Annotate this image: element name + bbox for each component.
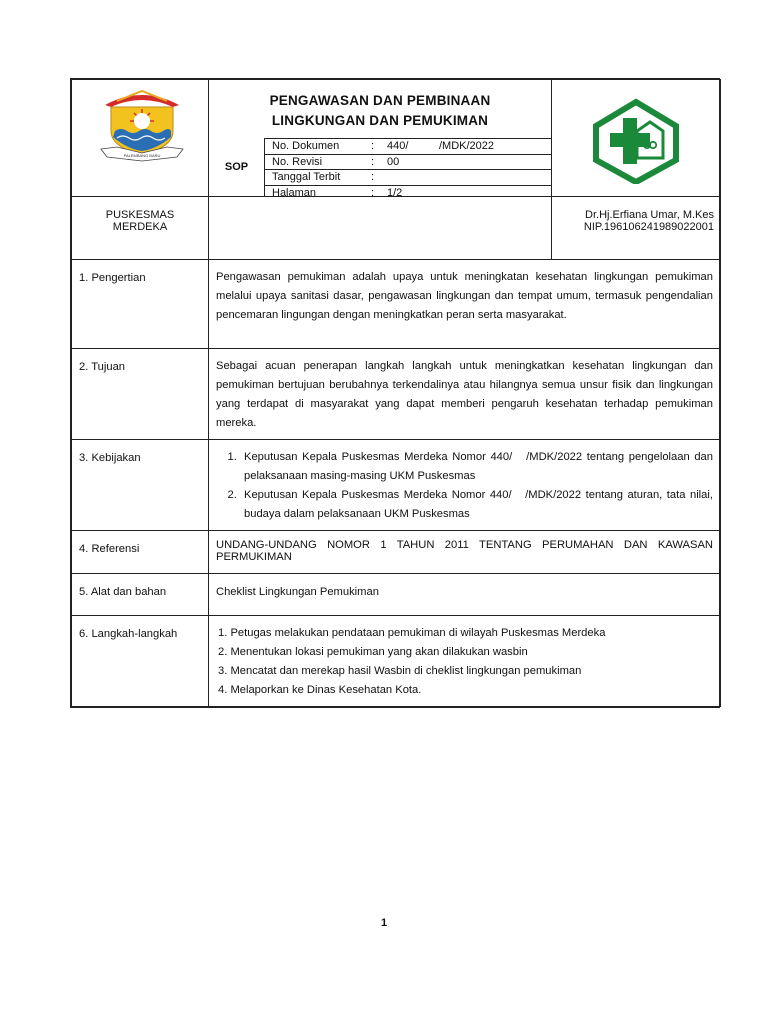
section-label-pengertian: 1. Pengertian — [72, 260, 209, 349]
meta-row-halaman — [264, 185, 551, 201]
section-label-tujuan: 2. Tujuan — [72, 349, 209, 440]
meta-row-no-revisi — [264, 154, 551, 170]
sop-label: SOP — [209, 138, 265, 196]
meta-label: No. Revisi — [272, 155, 323, 168]
signer-nip: NIP.196106241989022001 — [583, 221, 714, 233]
langkah-item-3: 3. Mencatat dan merekap hasil Wasbin di cheklist lingkungan pemukiman — [218, 665, 582, 677]
city-logo-cell — [72, 80, 209, 197]
page-number: 1 — [380, 917, 388, 929]
meta-value: 00 — [387, 155, 400, 168]
kebijakan-item-text: Keputusan Kepala Puskesmas Merdeka Nomor 440/ /MDK/2022 tentang aturan, tata nilai, budaya dalam pelaksanaan UKM Puskesmas — [244, 489, 717, 520]
meta-value: 440/ /MDK/2022 — [387, 140, 494, 152]
blank-cell — [209, 197, 552, 260]
puskesmas-line-1: PUSKESMAS — [105, 209, 175, 221]
meta-rows — [264, 138, 551, 200]
puskesmas-name-cell — [72, 197, 209, 260]
section-langkah-list — [209, 616, 721, 707]
langkah-item-1: 1. Petugas melakukan pendataan pemukiman di wilayah Puskesmas Merdeka — [218, 627, 606, 639]
section-label-alat: 5. Alat dan bahan — [72, 574, 209, 616]
meta-row-no-dokumen — [264, 138, 551, 154]
kebijakan-item-2 — [240, 486, 717, 524]
meta-colon: : — [371, 155, 375, 168]
section-text-tujuan: Sebagai acuan penerapan langkah langkah untuk meningkatkan kesehatan lingkungan dan pemukiman bertujuan berubahnya terkendalinya atau hilangnya semua unsur fisik dan lingkungan yang terdapat di masyarakat yang dapat memberi pengaruh kesehatan terhadap pemukiman mereka. — [209, 349, 721, 440]
document-title — [209, 80, 551, 131]
meta-label: Halaman — [272, 186, 317, 199]
city-emblem-icon — [97, 83, 187, 163]
puskesmas-logo-icon — [586, 98, 686, 184]
signer-cell — [552, 197, 721, 260]
kebijakan-item-text: Keputusan Kepala Puskesmas Merdeka Nomor 440/ /MDK/2022 tentang pengelolaan dan pelaksanaan masing-masing UKM Puskesmas — [244, 451, 717, 482]
logo-ribbon-text: PALEMBANG BARU — [123, 153, 161, 158]
meta-value: 1/2 — [387, 186, 403, 199]
title-line-2: LINGKUNGAN DAN PEMUKIMAN — [271, 113, 489, 128]
title-cell — [209, 80, 552, 197]
meta-label: No. Dokumen — [272, 140, 340, 152]
document-meta — [209, 138, 551, 199]
meta-colon: : — [371, 171, 375, 183]
meta-value — [387, 170, 551, 185]
puskesmas-line-2: MERDEKA — [112, 221, 168, 233]
meta-row-tanggal-terbit — [264, 169, 551, 185]
puskesmas-logo-cell — [552, 80, 721, 197]
sop-document — [70, 78, 720, 708]
section-kebijakan-list — [209, 440, 721, 531]
meta-colon: : — [371, 140, 375, 152]
section-text-pengertian: Pengawasan pemukiman adalah upaya untuk meningkatan kesehatan lingkungan pemukiman melalui upaya sanitasi dasar, pengawasan lingkungan dan tempat umum, termasuk pengendalian pencemaran lingungan dengan meningkatkan peran serta masyarakat. — [209, 260, 721, 349]
sop-table — [71, 79, 721, 707]
section-text-alat: Cheklist Lingkungan Pemukiman — [209, 574, 721, 616]
langkah-item-4: 4. Melaporkan ke Dinas Kesehatan Kota. — [218, 684, 422, 696]
section-label-referensi: 4. Referensi — [72, 531, 209, 574]
kebijakan-list — [216, 448, 717, 524]
meta-colon: : — [371, 186, 375, 199]
section-label-kebijakan: 3. Kebijakan — [72, 440, 209, 531]
title-line-1: PENGAWASAN DAN PEMBINAAN — [269, 93, 491, 108]
section-label-langkah: 6. Langkah-langkah — [72, 616, 209, 707]
meta-label: Tanggal Terbit — [272, 171, 341, 183]
section-text-referensi: UNDANG-UNDANG NOMOR 1 TAHUN 2011 TENTANG PERUMAHAN DAN KAWASAN PERMUKIMAN — [209, 531, 721, 574]
signer-name: Dr.Hj.Erfiana Umar, M.Kes — [585, 209, 714, 221]
kebijakan-item-1 — [240, 448, 717, 486]
langkah-item-2: 2. Menentukan lokasi pemukiman yang akan dilakukan wasbin — [218, 646, 528, 658]
